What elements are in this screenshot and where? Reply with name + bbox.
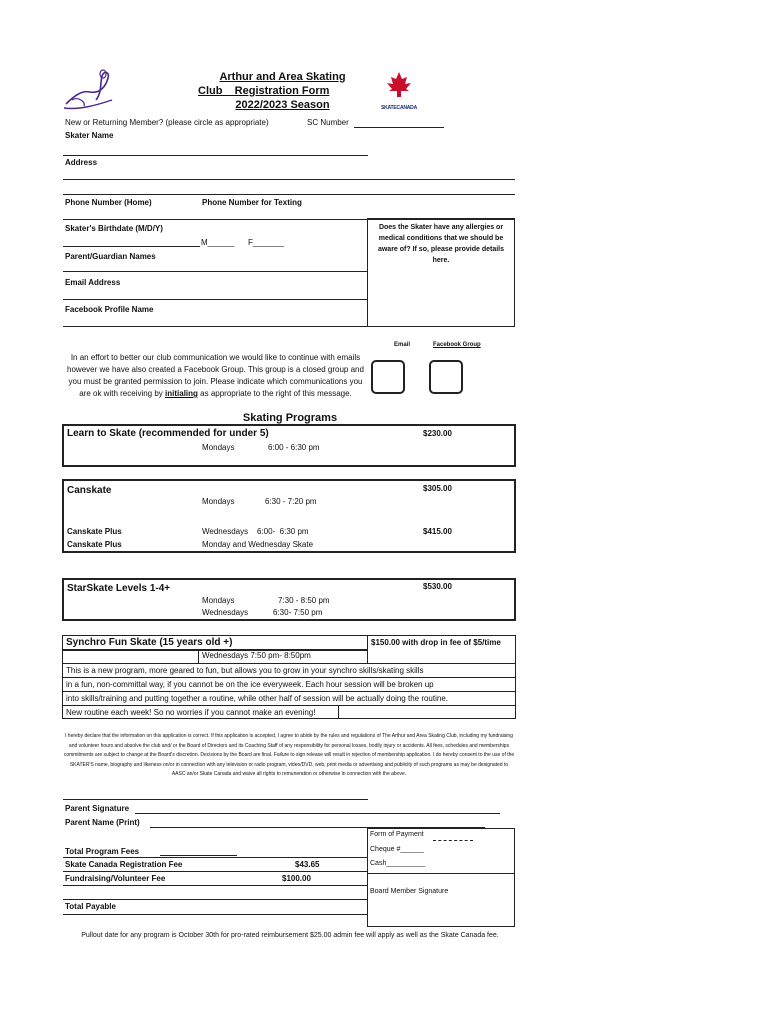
fundraising-fee-label: Fundraising/Volunteer Fee (65, 874, 166, 883)
fees-rule-3 (63, 885, 368, 886)
communication-text-after: as appropriate to the right of this message. (197, 389, 352, 398)
skater-name-field[interactable] (63, 155, 368, 156)
starskate-day1: Mondays (202, 596, 235, 605)
skate-canada-logo (373, 70, 425, 112)
fees-rule-2 (63, 871, 368, 872)
synchro-row-line-1 (62, 663, 516, 664)
total-program-fees-field[interactable] (160, 855, 237, 856)
parent-signature-label: Parent Signature (65, 804, 130, 813)
synchro-desc-4: New routine each week! So no worries if you cannot make an evening! (66, 708, 316, 717)
synchro-price-divider (367, 635, 368, 649)
new-or-returning-label: New or Returning Member? (please circle as appropriate) (65, 118, 269, 127)
cheque-field[interactable]: Cheque #______ (370, 846, 424, 853)
synchro-row-line-2 (62, 677, 516, 678)
canskate-price: $305.00 (423, 484, 452, 493)
facebook-profile-label: Facebook Profile Name (65, 305, 154, 314)
synchro-schedule: Wednesdays 7:50 pm- 8:50pm (202, 651, 311, 660)
learn-to-skate-time: 6:00 - 6:30 pm (268, 443, 320, 452)
synchro-name: Synchro Fun Skate (15 years old +) (66, 637, 233, 648)
synchro-schedule-left (198, 649, 199, 663)
skate-canada-fee-value: $43.65 (295, 860, 320, 869)
facebook-option-label: Facebook Group (433, 342, 481, 348)
total-payable-label: Total Payable (65, 902, 116, 911)
facebook-profile-field[interactable] (63, 326, 368, 327)
starskate-time1: 7:30 - 8:50 pm (278, 596, 330, 605)
gender-female-field[interactable]: F_______ (248, 238, 285, 247)
canskate-name: Canskate (67, 485, 112, 496)
fees-rule-1 (63, 857, 368, 858)
communication-text-before: In an effort to better our club communication we would like to continue with emails however we have also created a Facebook Group. This group is a closed group and you must be granted permission to join. Please indicate which communications you are ok with receiving by (67, 353, 364, 398)
canskate-day: Mondays (202, 497, 235, 506)
communication-text-emphasis: initialing (165, 389, 198, 398)
form-title-line1: Arthur and Area Skating (219, 71, 346, 83)
sc-number-label: SC Number (307, 118, 349, 127)
skate-canada-fee-label: Skate Canada Registration Fee (65, 860, 183, 869)
club-logo (60, 66, 118, 112)
synchro-last-divider (338, 705, 339, 719)
birthdate-label: Skater's Birthdate (M/D/Y) (65, 224, 163, 233)
canskate-time: 6:30 - 7:20 pm (265, 497, 317, 506)
phone-text-label: Phone Number for Texting (202, 198, 302, 207)
canskate-plus-name-1: Canskate Plus (67, 527, 122, 536)
starskate-name: StarSkate Levels 1-4+ (67, 583, 171, 594)
birthdate-field[interactable] (63, 246, 200, 247)
email-address-field[interactable] (63, 299, 368, 300)
programs-heading: Skating Programs (242, 412, 338, 424)
form-of-payment-field[interactable] (433, 840, 473, 841)
office-divider (367, 873, 515, 874)
synchro-desc-2: in a fun, non-committal way, if you cannot be on the ice everyweek. Each hour session will be broken up (66, 680, 434, 689)
cash-field[interactable]: Cash__________ (370, 860, 426, 867)
allergies-question: Does the Skater have any allergies or medical conditions that we should be aware of? If so, please provide details here. (377, 224, 505, 264)
form-title-line3: 2022/2023 Season (235, 99, 330, 111)
pullout-note: Pullout date for any program is October 30th for pro-rated reimbursement $25.00 admin fee will apply as well as the Skate Canada fee. (81, 932, 499, 939)
synchro-row-line-3 (62, 691, 516, 692)
canskate-plus-line1: Wednesdays 6:00- 6:30 pm (202, 527, 309, 536)
address-field-line2[interactable] (63, 194, 515, 195)
office-use-box (367, 828, 515, 927)
starskate-time2: 6:30- 7:50 pm (273, 608, 323, 617)
canskate-plus-name-2: Canskate Plus (67, 540, 122, 549)
parent-name-label: Parent Name (Print) (65, 818, 140, 827)
declaration-text: I hereby declare that the information on this application is correct. If this application is accepted, I agree to abide by the rules and regulations of The Arthur and Area Skating Club, including my fundraising and volunteer hours and absolve the club and/ or the Board of Directors and its Coaching Staff of any responsibility for personal losses, bodily injury or accidents. All fees, schedules and memberships commitments are subject to change at the Board's discretion. Decisions by the Board are final. Failure to sign release will result in rejection of membership application. I do hereby consent to the use of the SKATER'S name, biography and likeness on/or in connection with any television or radio program, video/DVD, web, print media or advertising and publicity of such programs as may be designated to AASC an/or Skate Canada and waive all rights to remuneration or otherwise in connection with the above. (63, 733, 515, 777)
sc-number-field[interactable] (354, 127, 444, 128)
board-signature-label: Board Member Signature (370, 888, 449, 895)
synchro-desc-1: This is a new program, more geared to fun, but allows you to grow in your synchro skills/skating skills (66, 666, 424, 675)
form-of-payment-label: Form of Payment (370, 831, 424, 838)
skater-name-label: Skater Name (65, 131, 114, 140)
parent-names-label: Parent/Guardian Names (65, 252, 156, 261)
total-program-fees-label: Total Program Fees (65, 847, 140, 856)
address-field-line1[interactable] (63, 179, 515, 180)
learn-to-skate-day: Mondays (202, 443, 235, 452)
facebook-initial-box[interactable] (429, 360, 463, 394)
gender-male-field[interactable]: M______ (201, 238, 235, 247)
learn-to-skate-price: $230.00 (423, 429, 452, 438)
email-option-label: Email (394, 342, 411, 348)
fundraising-fee-value: $100.00 (282, 874, 311, 883)
fees-rule-5 (63, 914, 368, 915)
signature-top-rule (63, 799, 368, 800)
starskate-price: $530.00 (423, 582, 452, 591)
synchro-row-line-4 (62, 705, 516, 706)
skate-canada-logo-text: SKATECANADA (380, 105, 418, 111)
email-address-label: Email Address (65, 278, 121, 287)
synchro-price: $150.00 with drop in fee of $5/time (371, 638, 501, 647)
form-title-line2: Club Registration Form (198, 85, 330, 97)
phone-home-label: Phone Number (Home) (65, 198, 152, 207)
address-label: Address (65, 158, 98, 167)
email-initial-box[interactable] (371, 360, 405, 394)
communication-paragraph (63, 352, 368, 400)
parent-signature-field[interactable] (135, 813, 500, 814)
canskate-plus-price: $415.00 (423, 527, 452, 536)
starskate-day2: Wednesdays (202, 608, 249, 617)
synchro-schedule-right (367, 649, 368, 663)
learn-to-skate-name: Learn to Skate (recommended for under 5) (67, 428, 269, 439)
parent-names-field[interactable] (63, 271, 368, 272)
canskate-plus-line2: Monday and Wednesday Skate (202, 540, 314, 549)
synchro-desc-3: into skills/training and putting together a routine, while other half of session will be actually doing the routine. (66, 694, 449, 703)
fees-rule-4 (63, 899, 368, 900)
